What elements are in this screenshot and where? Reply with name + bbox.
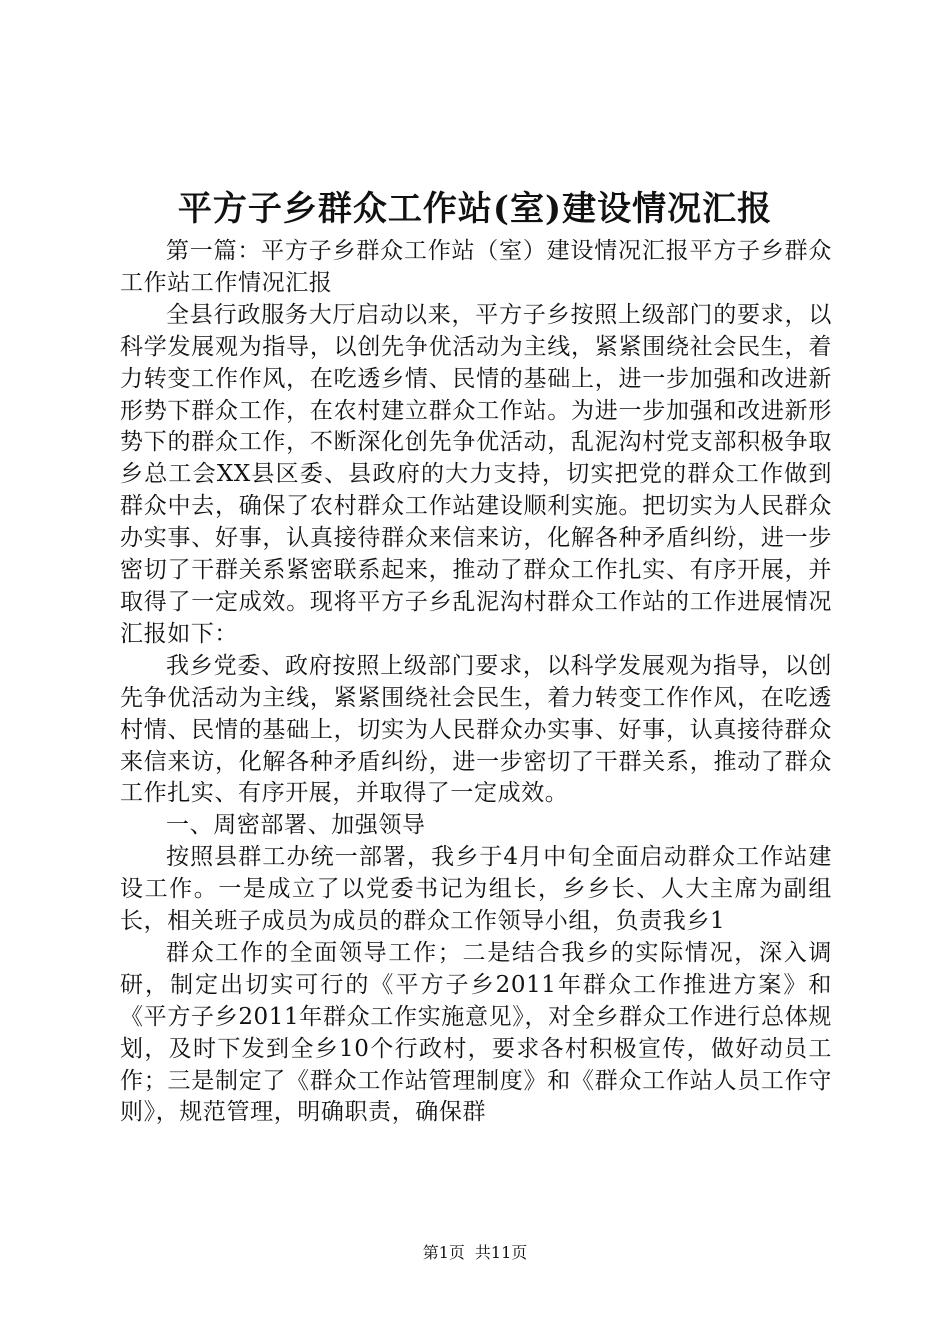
page-total: 共11页 xyxy=(474,1243,528,1262)
document-body xyxy=(120,236,832,1129)
paragraph-overview: 全县行政服务大厅启动以来，平方子乡按照上级部门的要求，以科学发展观为指导，以创先争优活动为主线，紧紧围绕社会民生，着力转变工作作风，在吃透乡情、民情的基础上，进一步加强和改进新形势下群众工作，在农村建立群众工作站。为进一步加强和改进新形势下的群众工作，不断深化创先争优活动，乱泥沟村党支部积极争取乡总工会XX县区委、县政府的大力支持，切实把党的群众工作做到群众中去，确保了农村群众工作站建设顺利实施。把切实为人民群众办实事、好事，认真接待群众来信来访，化解各种矛盾纠纷，进一步密切了干群关系紧密联系起来，推动了群众工作扎实、有序开展，并取得了一定成效。现将平方子乡乱泥沟村群众工作站的工作进展情况汇报如下： xyxy=(120,301,832,647)
page-number: 第1页 xyxy=(422,1243,465,1262)
document-title: 平方子乡群众工作站(室)建设情况汇报 xyxy=(177,189,773,229)
paragraph-party-committee: 我乡党委、政府按照上级部门要求，以科学发展观为指导，以创先争优活动为主线，紧紧围绕社会民生，着力转变工作作风，在吃透村情、民情的基础上，切实为人民群众办实事、好事，认真接待群众来信来访，化解各种矛盾纠纷，进一步密切了干群关系，推动了群众工作扎实、有序开展，并取得了一定成效。 xyxy=(120,652,832,807)
page-footer xyxy=(0,1241,950,1265)
paragraph-intro: 第一篇：平方子乡群众工作站（室）建设情况汇报平方子乡群众工作站工作情况汇报 xyxy=(120,238,832,296)
paragraph-deployment: 按照县群工办统一部署，我乡于4月中旬全面启动群众工作站建设工作。一是成立了以党委书记为组长，乡乡长、人大主席为副组长，相关班子成员为成员的群众工作领导小组，负责我乡1 xyxy=(120,844,832,935)
section-heading-1: 一、周密部署、加强领导 xyxy=(166,812,426,839)
paragraph-leadership: 群众工作的全面领导工作；二是结合我乡的实际情况，深入调研，制定出切实可行的《平方子乡2011年群众工作推进方案》和《平方子乡2011年群众工作实施意见》，对全乡群众工作进行总体规划，及时下发到全乡10个行政村，要求各村积极宣传，做好动员工作；三是制定了《群众工作站管理制度》和《群众工作站人员工作守则》，规范管理，明确职责，确保群 xyxy=(120,939,832,1126)
